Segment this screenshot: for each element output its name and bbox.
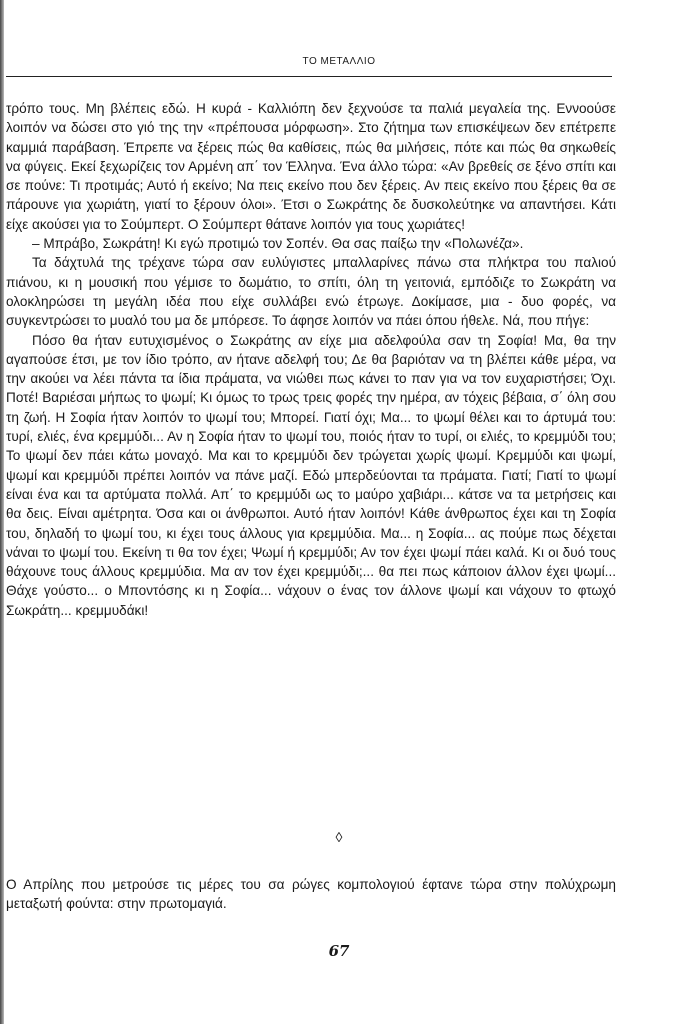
page-number: 67	[328, 942, 350, 960]
paragraph-4: Πόσο θα ήταν ευτυχισμένος ο Σωκράτης αν είχε μια αδελφούλα σαν τη Σοφία! Μα, θα την αγαπούσε έτσι, με τον ίδιο τρόπο, αν ήτανε αδελφή του; Δε θα βαριόταν να τη βλέπει κάθε μέρα, να την ακούει να λέει πάντα τα ίδια πράματα, να νιώθει πως κάνει το παν για να τον ευχαριστήσει; Όχι. Ποτέ! Βαριέσαι μήπως το ψωμί; Κι όμως το τρως τρεις φορές την ημέρα, αν τόχεις βέβαια, σ΄ όλη σου τη ζωή. Η Σοφία ήταν λοιπόν το ψωμί του; Μπορεί. Γιατί όχι; Μα... το ψωμί θέλει και το άρτυμά του: τυρί, ελιές, ένα κρεμμύδι... Αν η Σοφία ήταν το ψωμί του, ποιός ήταν το τυρί, οι ελιές, το κρεμμύδι του; Το ψωμί δεν πάει κάτω μοναχό. Μα και το κρεμμύδι δεν τρώγεται χωρίς ψωμί. Κρεμμύδι και ψωμί, ψωμί και κρεμμύδι πρέπει λοιπόν να πάνε μαζί. Εδώ μπερδεύονται τα πράματα. Γιατί; Γιατί το ψωμί είναι ένα και τα αρτύματα πολλά. Απ΄ το κρεμμύδι ως το μαύρο χαβιάρι... κάτσε να τα μετρήσεις και θα δεις. Είναι αμέτρητα. Όσα και οι άνθρωποι. Αυτό ήταν λοιπόν! Κάθε άνθρωπος έχει και τη Σοφία του, δηλαδή το ψωμί του, κι έχει τους άλλους για κρεμμύδια. Μα... η Σοφία... ας πούμε πως δέχεται νάναι το ψωμί του. Εκείνη τι θα τον έχει; Ψωμί ή κρεμμύδι; Αν τον έχει ψωμί πάει καλά. Κι οι δυό τους θάχουνε τους άλλους κρεμμύδια. Μα αν τον έχει κρεμμύδι;... θα πει πως κάποιον άλλον έχει ψωμί... Θάχε γούστο... ο Μποντόσης κι η Σοφία... νάχουν ο ένας τον άλλονε ψωμί και νάχουν το φτωχό Σωκράτη... κρεμμυδάκι!	[6, 332, 616, 618]
section-separator-icon: ◊	[335, 829, 343, 845]
paragraph-5: Ο Απρίλης που μετρούσε τις μέρες του σα ρώγες κομπολογιού έφτανε τώρα στην πολύχρωμη μεταξωτή φούντα: στην πρωτομαγιά.	[6, 877, 616, 912]
header-rule	[6, 76, 612, 77]
paragraph-2: – Μπράβο, Σωκράτη! Κι εγώ προτιμώ τον Σοπέν. Θα σας παίξω την «Πολωνέζα».	[32, 236, 524, 252]
running-header: ΤΟ ΜΕΤΑΛΛΙΟ	[302, 56, 376, 67]
paragraph-1: τρόπο τους. Μη βλέπεις εδώ. Η κυρά - Καλλιόπη δεν ξεχνούσε τα παλιά μεγαλεία της. Εννοούσε λοιπόν να δώσει στο γιό της την «πρέπουσα μόρφωση». Στο ζήτημα των επισκέψεων δεν επέτρεπε καμμιά παράβαση. Έπρεπε να ξέρεις πώς θα καθίσεις, πώς θα μιλήσεις, πότε και πώς θα σηκωθείς να φύγεις. Εκεί ξεχωρίζεις τον Αρμένη απ΄ τον Έλληνα. Ένα άλλο τώρα: «Αν βρεθείς σε ξένο σπίτι και σε πούνε: Τι προτιμάς; Αυτό ή εκείνο; Να πεις εκείνο που δεν ξέρεις. Αν πεις εκείνο που ξέρεις θα σε πάρουνε για χωριάτη, γιατί το ξέρουν όλοι». Έτσι ο Σωκράτης δε δυσκολεύτηκε να απαντήσει. Κάτι είχε ακούσει για το Σούμπερτ. Ο Σούμπερτ θάτανε λοιπόν για τους χωριάτες!	[6, 101, 616, 232]
binding-gutter	[0, 0, 4, 1024]
following-text	[6, 875, 616, 914]
paragraph-3: Τα δάχτυλά της τρέχανε τώρα σαν ευλύγιστες μπαλλαρίνες πάνω στα πλήκτρα του παλιού πιάνου, κι η μουσική που γέμισε το δωμάτιο, το σπίτι, όλη τη γειτονιά, εμπόδιζε το Σωκράτη να ολοκληρώσει τη μεγάλη ιδέα που είχε συλλάβει ενώ έτρωγε. Δοκίμασε, μια - δυο φορές, να συγκεντρώσει το μυαλό του μα δε μπόρεσε. Το άφησε λοιπόν να πάει όπου ήθελε. Νά, που πήγε:	[6, 255, 616, 329]
main-text	[6, 99, 616, 620]
